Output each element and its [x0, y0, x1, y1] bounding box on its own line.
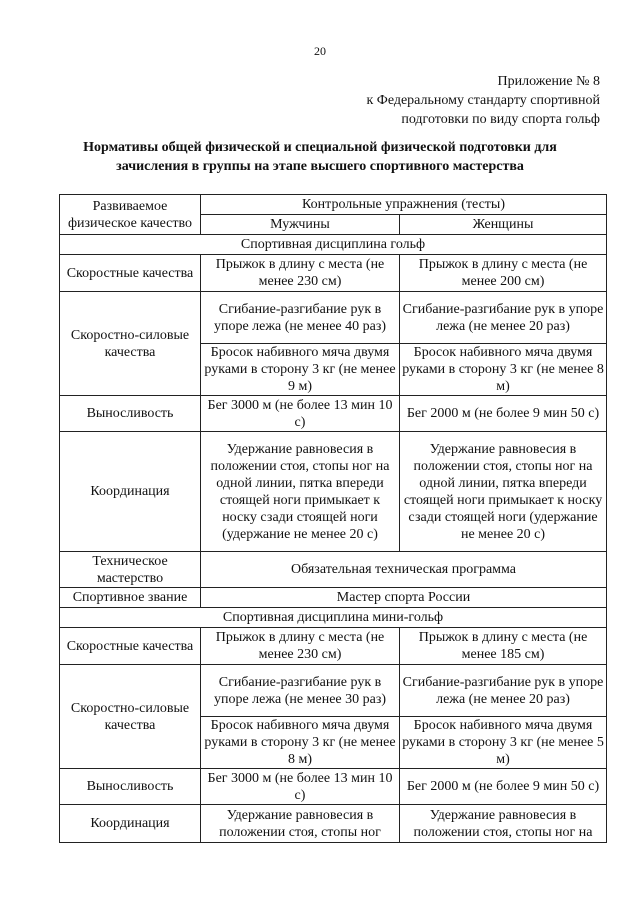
women-cell: Прыжок в длину с места (не менее 185 см): [400, 628, 607, 665]
quality-cell: Скоростно-силовые качества: [60, 292, 201, 396]
quality-cell: Скоростно-силовые качества: [60, 665, 201, 769]
table-row: [60, 628, 607, 665]
men-cell: Сгибание-разгибание рук в упоре лежа (не менее 40 раз): [201, 292, 400, 344]
appendix-line-2: к Федеральному стандарту спортивной: [366, 93, 600, 108]
header-men: Мужчины: [201, 215, 400, 235]
women-cell: Сгибание-разгибание рук в упоре лежа (не менее 20 раз): [400, 292, 607, 344]
header-women: Женщины: [400, 215, 607, 235]
women-cell: Бросок набивного мяча двумя руками в сторону 3 кг (не менее 8 м): [400, 344, 607, 396]
women-cell: Прыжок в длину с места (не менее 200 см): [400, 255, 607, 292]
women-cell: Бросок набивного мяча двумя руками в сторону 3 кг (не менее 5 м): [400, 717, 607, 769]
table-row: [60, 292, 607, 344]
women-cell: Сгибание-разгибание рук в упоре лежа (не менее 20 раз): [400, 665, 607, 717]
quality-cell: Спортивное звание: [60, 588, 201, 608]
section-row: [60, 608, 607, 628]
table-row: [60, 255, 607, 292]
table-row: [60, 432, 607, 552]
women-cell: Бег 2000 м (не более 9 мин 50 с): [400, 769, 607, 805]
quality-cell: Скоростные качества: [60, 628, 201, 665]
quality-cell: Выносливость: [60, 396, 201, 432]
men-cell: Прыжок в длину с места (не менее 230 см): [201, 255, 400, 292]
quality-cell: Скоростные качества: [60, 255, 201, 292]
header-tests: Контрольные упражнения (тесты): [201, 195, 607, 215]
document-title-line-1: Нормативы общей физической и специальной физической подготовки для: [83, 140, 557, 155]
men-cell: Бег 3000 м (не более 13 мин 10 с): [201, 769, 400, 805]
appendix-line-1: Приложение № 8: [497, 74, 600, 89]
appendix-line-3: подготовки по виду спорта гольф: [401, 112, 600, 127]
table-row: [60, 665, 607, 717]
appendix-heading: [366, 72, 600, 129]
men-cell: Бросок набивного мяча двумя руками в сторону 3 кг (не менее 8 м): [201, 717, 400, 769]
men-cell: Бросок набивного мяча двумя руками в сторону 3 кг (не менее 9 м): [201, 344, 400, 396]
page-number: 20: [314, 44, 326, 58]
men-cell: Сгибание-разгибание рук в упоре лежа (не менее 30 раз): [201, 665, 400, 717]
table-row: [60, 588, 607, 608]
document-title-line-2: зачисления в группы на этапе высшего спортивного мастерства: [116, 159, 524, 174]
section-row: [60, 235, 607, 255]
document-title: [60, 138, 580, 176]
quality-cell: Выносливость: [60, 769, 201, 805]
men-cell: Удержание равновесия в положении стоя, стопы ног на одной линии, пятка впереди стоящей ноги примыкает к носку сзади стоящей ноги (удержание не менее 20 с): [201, 432, 400, 552]
men-cell: Бег 3000 м (не более 13 мин 10 с): [201, 396, 400, 432]
merged-value-cell: Обязательная техническая программа: [201, 552, 607, 588]
table-row: [60, 769, 607, 805]
table-row: [60, 805, 607, 843]
merged-value-cell: Мастер спорта России: [201, 588, 607, 608]
section-golf: Спортивная дисциплина гольф: [60, 235, 607, 255]
header-quality: Развиваемое физическое качество: [60, 195, 201, 235]
table-row: [60, 552, 607, 588]
section-minigolf: Спортивная дисциплина мини-гольф: [60, 608, 607, 628]
quality-cell: Техническое мастерство: [60, 552, 201, 588]
women-cell: Бег 2000 м (не более 9 мин 50 с): [400, 396, 607, 432]
table-header-row: [60, 195, 607, 215]
women-cell: Удержание равновесия в положении стоя, стопы ног на одной линии, пятка впереди стоящей ноги примыкает к носку сзади стоящей ноги (удержание не менее 20 с): [400, 432, 607, 552]
norms-table: [59, 194, 607, 843]
women-cell: Удержание равновесия в положении стоя, стопы ног на: [400, 805, 607, 843]
quality-cell: Координация: [60, 432, 201, 552]
table-row: [60, 396, 607, 432]
men-cell: Прыжок в длину с места (не менее 230 см): [201, 628, 400, 665]
quality-cell: Координация: [60, 805, 201, 843]
men-cell: Удержание равновесия в положении стоя, стопы ног: [201, 805, 400, 843]
